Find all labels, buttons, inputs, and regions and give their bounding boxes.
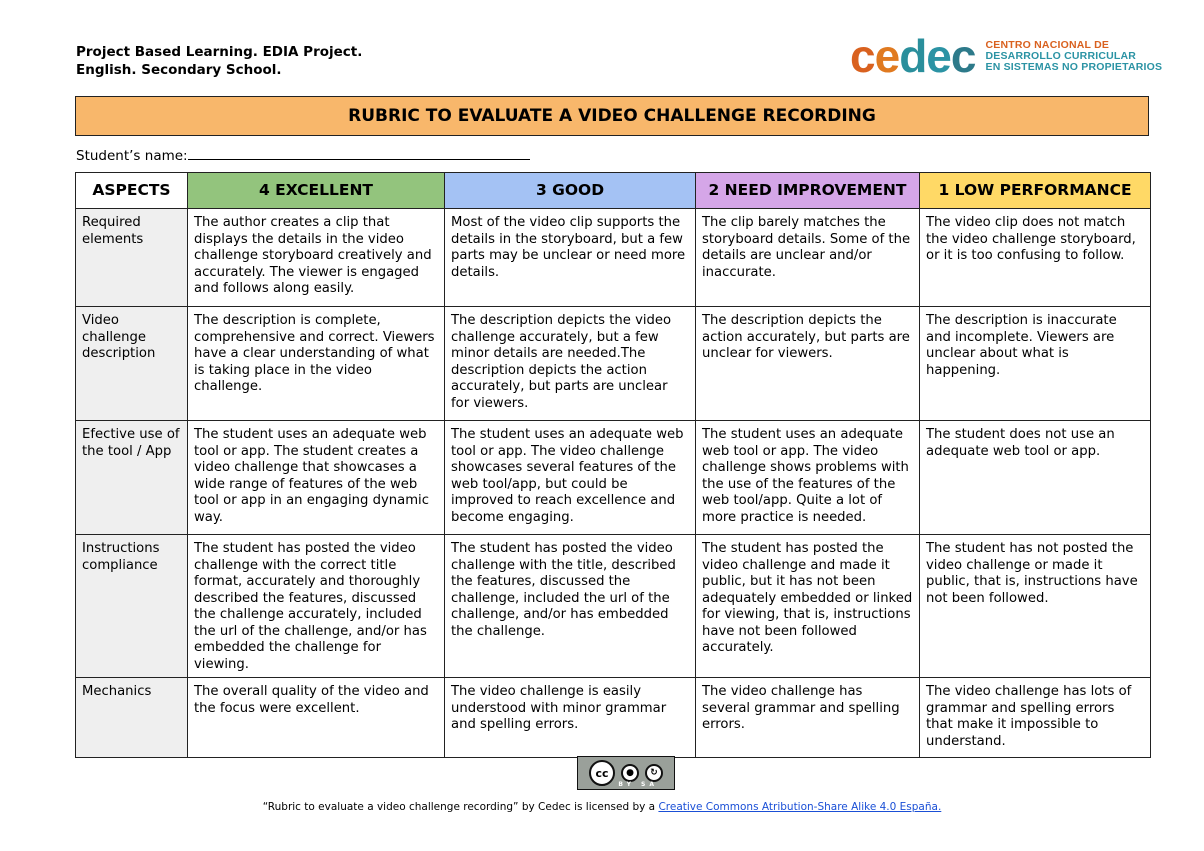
cc-icon: cc [589, 760, 615, 786]
table-row [76, 678, 1151, 758]
badge-label: BY SA [618, 781, 658, 788]
header-excellent: 4 EXCELLENT [188, 173, 445, 209]
aspect-cell: Efective use of the tool / App [76, 421, 188, 535]
share-alike-icon: ↻ [645, 764, 663, 782]
cell-good: Most of the video clip supports the details in the storyboard, but a few parts may be unclear or need more details. [445, 209, 696, 307]
attribution-icon: ● [621, 764, 639, 782]
aspect-cell: Video challenge description [76, 307, 188, 421]
cell-excellent: The description is complete, comprehensive and correct. Viewers have a clear understanding of what is taking place in the video challenge. [188, 307, 445, 421]
cell-excellent: The author creates a clip that displays the details in the video challenge storyboard creatively and accurately. The viewer is engaged and follows along easily. [188, 209, 445, 307]
header-line-2: English. Secondary School. [76, 62, 282, 78]
logo-caption: CENTRO NACIONAL DE DESARROLLO CURRICULAR EN SISTEMAS NO PROPIETARIOS [985, 38, 1163, 73]
cell-need-improvement: The video challenge has several grammar and spelling errors. [696, 678, 920, 758]
cell-excellent: The student uses an adequate web tool or app. The student creates a video challenge that showcases a wide range of features of the web tool or app in an engaging dynamic way. [188, 421, 445, 535]
header-aspects: ASPECTS [76, 173, 188, 209]
document-header [76, 43, 362, 79]
cell-excellent: The student has posted the video challenge with the correct title format, accurately and thoroughly described the features, discussed the challenge accurately, included the url of the challenge, and/or has embedded the challenge for viewing. [188, 535, 445, 678]
student-name-blank [188, 148, 530, 160]
cell-good: The video challenge is easily understood with minor grammar and spelling errors. [445, 678, 696, 758]
cell-need-improvement: The student has posted the video challenge and made it public, but it has not been adequately embedded or linked for viewing, that is, instructions have not been followed accurately. [696, 535, 920, 678]
cell-good: The description depicts the video challenge accurately, but a few minor details are needed.The description depicts the action accurately, but parts are unclear for viewers. [445, 307, 696, 421]
table-row [76, 307, 1151, 421]
aspect-cell: Required elements [76, 209, 188, 307]
cell-low-performance: The student does not use an adequate web tool or app. [920, 421, 1151, 535]
cell-good: The student uses an adequate web tool or app. The video challenge showcases several features of the web tool/app, but could be improved to reach excellence and become engaging. [445, 421, 696, 535]
header-good: 3 GOOD [445, 173, 696, 209]
cell-low-performance: The video challenge has lots of grammar and spelling errors that make it impossible to understand. [920, 678, 1151, 758]
license-notice [0, 801, 1204, 813]
rubric-title: RUBRIC TO EVALUATE A VIDEO CHALLENGE RECORDING [75, 96, 1149, 136]
table-row [76, 535, 1151, 678]
cell-need-improvement: The description depicts the action accurately, but parts are unclear for viewers. [696, 307, 920, 421]
cell-need-improvement: The student uses an adequate web tool or app. The video challenge shows problems with the use of the features of the web tool/app. Quite a lot of more practice is needed. [696, 421, 920, 535]
student-name-label: Student’s name: [76, 148, 188, 164]
license-link[interactable]: Creative Commons Atribution-Share Alike 4.0 España. [658, 801, 942, 813]
cedec-logo [850, 30, 1163, 82]
table-header-row [76, 173, 1151, 209]
cell-need-improvement: The clip barely matches the storyboard details. Some of the details are unclear and/or inaccurate. [696, 209, 920, 307]
cc-license-badge[interactable] [577, 756, 675, 790]
aspect-cell: Instructions compliance [76, 535, 188, 678]
header-need-improvement: 2 NEED IMPROVEMENT [696, 173, 920, 209]
license-text: “Rubric to evaluate a video challenge recording” by Cedec is licensed by a [262, 801, 659, 813]
cell-excellent: The overall quality of the video and the focus were excellent. [188, 678, 445, 758]
cell-good: The student has posted the video challenge with the title, described the features, discussed the challenge, included the url of the challenge, and/or has embedded the challenge. [445, 535, 696, 678]
logo-wordmark: cedec [850, 30, 976, 82]
table-row [76, 421, 1151, 535]
header-line-1: Project Based Learning. EDIA Project. [76, 44, 363, 60]
rubric-table [75, 172, 1151, 758]
student-name-line [76, 148, 530, 164]
cell-low-performance: The video clip does not match the video challenge storyboard, or it is too confusing to follow. [920, 209, 1151, 307]
cell-low-performance: The student has not posted the video challenge or made it public, that is, instructions have not been followed. [920, 535, 1151, 678]
table-row [76, 209, 1151, 307]
aspect-cell: Mechanics [76, 678, 188, 758]
header-low-performance: 1 LOW PERFORMANCE [920, 173, 1151, 209]
cell-low-performance: The description is inaccurate and incomplete. Viewers are unclear about what is happening. [920, 307, 1151, 421]
